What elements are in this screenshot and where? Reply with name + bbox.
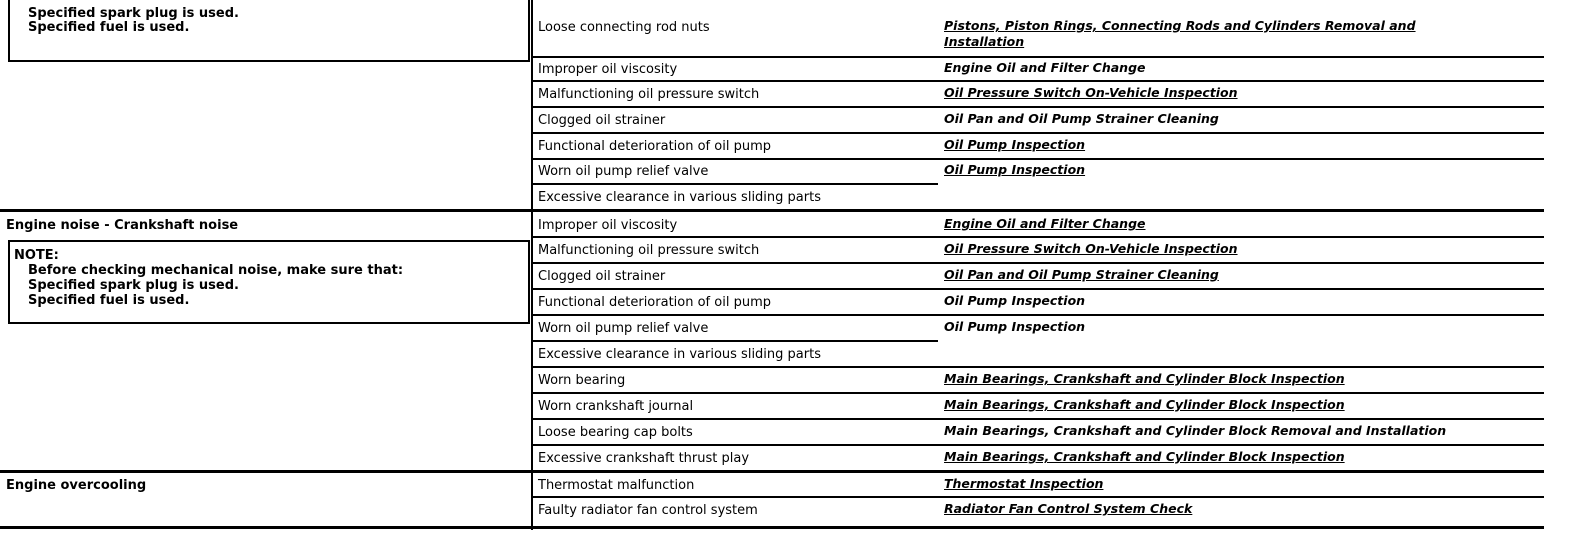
cause-cell: Worn bearing	[538, 373, 626, 388]
procedure-link[interactable]: Engine Oil and Filter Change	[944, 216, 1146, 231]
cause-cell: Worn oil pump relief valve	[538, 321, 709, 336]
row-divider	[533, 444, 1544, 446]
cause-cell: Thermostat malfunction	[538, 478, 695, 493]
cause-cell: Excessive crankshaft thrust play	[538, 451, 750, 466]
section-divider	[0, 209, 1544, 212]
cause-cell: Worn oil pump relief valve	[538, 164, 709, 179]
row-divider	[533, 262, 1544, 264]
row-divider	[533, 236, 1544, 238]
row-divider	[533, 366, 1544, 368]
row-divider	[533, 80, 1544, 82]
row-divider	[533, 132, 1544, 134]
procedure-link[interactable]: Main Bearings, Crankshaft and Cylinder Block Inspection	[944, 449, 1345, 464]
procedure-link[interactable]: Oil Pump Inspection	[944, 162, 1086, 177]
note-box	[8, 240, 530, 324]
note-line2: Specified spark plug is used.	[28, 278, 239, 293]
procedure-link-cont[interactable]: Installation	[944, 34, 1025, 49]
cause-cell: Functional deterioration of oil pump	[538, 295, 771, 310]
procedure-link[interactable]: Engine Oil and Filter Change	[944, 60, 1146, 75]
cause-cell: Worn crankshaft journal	[538, 399, 694, 414]
row-divider	[533, 496, 1544, 498]
procedure-link[interactable]: Thermostat Inspection	[944, 476, 1104, 491]
table-bottom-border	[0, 526, 1544, 529]
top-note-box	[8, 0, 530, 62]
cause-cell: Improper oil viscosity	[538, 218, 678, 233]
top-note-line1: Specified spark plug is used.	[28, 6, 239, 21]
procedure-link[interactable]: Oil Pump Inspection	[944, 137, 1086, 152]
row-divider	[533, 56, 1544, 58]
row-divider	[533, 418, 1544, 420]
cause-cell: Excessive clearance in various sliding parts	[538, 347, 821, 362]
procedure-link[interactable]: Pistons, Piston Rings, Connecting Rods and Cylinders Removal and	[944, 18, 1416, 33]
row-divider	[533, 288, 1544, 290]
cause-cell: Clogged oil strainer	[538, 113, 666, 128]
cause-cell: Functional deterioration of oil pump	[538, 139, 771, 154]
procedure-link[interactable]: Main Bearings, Crankshaft and Cylinder Block Inspection	[944, 397, 1345, 412]
procedure-link[interactable]: Oil Pan and Oil Pump Strainer Cleaning	[944, 267, 1219, 282]
top-note-line2: Specified fuel is used.	[28, 20, 190, 35]
symptom-crankshaft-noise: Engine noise - Crankshaft noise	[6, 218, 239, 233]
cause-cell: Loose connecting rod nuts	[538, 20, 710, 35]
procedure-link[interactable]: Oil Pump Inspection	[944, 319, 1086, 334]
symptom-engine-overcooling: Engine overcooling	[6, 478, 147, 493]
note-title: NOTE:	[14, 248, 59, 263]
cause-cell: Improper oil viscosity	[538, 62, 678, 77]
procedure-link[interactable]: Main Bearings, Crankshaft and Cylinder Block Inspection	[944, 371, 1345, 386]
procedure-link[interactable]: Oil Pan and Oil Pump Strainer Cleaning	[944, 111, 1219, 126]
row-divider	[533, 392, 1544, 394]
procedure-link[interactable]: Main Bearings, Crankshaft and Cylinder Block Removal and Installation	[944, 423, 1447, 438]
cause-cell: Malfunctioning oil pressure switch	[538, 243, 760, 258]
row-divider	[533, 340, 938, 342]
cause-cell: Excessive clearance in various sliding parts	[538, 190, 821, 205]
procedure-link[interactable]: Oil Pump Inspection	[944, 293, 1086, 308]
cause-cell: Malfunctioning oil pressure switch	[538, 87, 760, 102]
row-divider	[533, 183, 938, 185]
cause-cell: Clogged oil strainer	[538, 269, 666, 284]
cause-cell: Faulty radiator fan control system	[538, 503, 758, 518]
cause-cell: Loose bearing cap bolts	[538, 425, 693, 440]
row-divider	[533, 314, 1544, 316]
procedure-link[interactable]: Radiator Fan Control System Check	[944, 501, 1193, 516]
section-divider	[0, 470, 1544, 473]
procedure-link[interactable]: Oil Pressure Switch On-Vehicle Inspection	[944, 85, 1238, 100]
row-divider	[533, 158, 1544, 160]
note-line3: Specified fuel is used.	[28, 293, 190, 308]
note-line1: Before checking mechanical noise, make sure that:	[28, 263, 404, 278]
procedure-link[interactable]: Oil Pressure Switch On-Vehicle Inspection	[944, 241, 1238, 256]
row-divider	[533, 106, 1544, 108]
